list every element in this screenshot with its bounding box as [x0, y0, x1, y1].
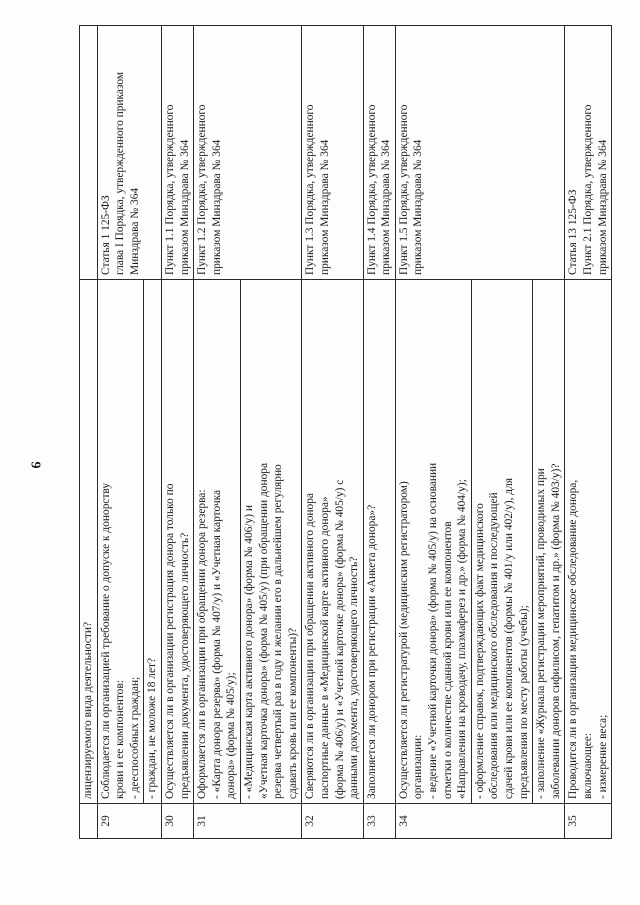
- requirement-text: [471, 280, 532, 804]
- requirement-text: [395, 280, 471, 804]
- text-line: Пункт 1.1 Порядка, утвержденного: [163, 104, 176, 275]
- requirement-text: [302, 280, 363, 804]
- text-line: паспортные данные в «Медицинской карте активного донора»: [318, 496, 331, 799]
- text-line: включающее:: [582, 732, 594, 799]
- text-line: Статья 13 125-ФЗ: [567, 189, 580, 275]
- text-line: Минздрава № 364: [128, 187, 141, 275]
- table-row: [161, 26, 193, 839]
- text-line: данными документа, удостоверяющего личность?: [348, 556, 361, 799]
- text-line: приказом Минздрава № 364: [380, 139, 393, 275]
- text-line: - граждан, не моложе 18 лет?: [146, 657, 159, 799]
- legal-reference: [565, 26, 612, 280]
- text-line: - оформление справок, подтверждающих факт медицинского: [473, 503, 486, 799]
- row-number: 33: [363, 804, 395, 839]
- text-line: крови и ее компонентов:: [114, 680, 127, 799]
- text-line: предъявления по месту работы (учебы);: [517, 605, 530, 799]
- text-line: сдавать кровь или ее компоненты)?: [286, 627, 299, 799]
- row-number: 29: [97, 804, 161, 839]
- legal-reference: [161, 26, 193, 280]
- text-line: Пункт 2.1 Порядка, утвержденного: [582, 104, 594, 275]
- legal-reference: [395, 26, 565, 280]
- row-number: 35: [565, 804, 612, 839]
- requirement-text: [144, 280, 162, 804]
- table-row: [97, 26, 144, 839]
- text-line: предъявлении документа, удостоверяющего личность?: [178, 532, 191, 799]
- table-row: [194, 26, 241, 839]
- text-line: Пункт 1.2 Порядка, утвержденного: [196, 104, 209, 275]
- text-line: - дееспособных граждан;: [128, 676, 141, 799]
- text-line: - заполнение «Журнала регистрации мероприятий, проводимых при: [535, 468, 548, 799]
- checklist-table: [79, 25, 612, 839]
- legal-reference: [194, 26, 302, 280]
- page-number: 9: [27, 461, 43, 469]
- text-line: «Направления на кроводачу, плазмаферез и др.» (форма № 404/у);: [456, 479, 469, 799]
- text-line: приказом Минздрава № 364: [412, 139, 425, 275]
- text-line: обследования или медицинского обследования и последующей: [488, 492, 501, 799]
- text-line: донора» (форма № 405/у);: [225, 672, 238, 799]
- legal-reference: [80, 26, 98, 280]
- row-number: [80, 804, 98, 839]
- requirement-text: [80, 280, 98, 804]
- requirement-text: [161, 280, 193, 804]
- requirement-text: [533, 280, 565, 804]
- text-line: Пункт 1.4 Порядка, утвержденного: [365, 104, 378, 275]
- text-line: Проводится ли в организации медицинское обследование донора,: [567, 479, 580, 799]
- row-number: 31: [194, 804, 302, 839]
- text-line: Сверяются ли в организации при обращении активного донора: [304, 493, 317, 799]
- table-row: [565, 26, 612, 839]
- text-line: приказом Минздрава № 364: [178, 139, 191, 275]
- text-line: приказом Минздрава № 364: [318, 139, 331, 275]
- text-line: Осуществляется ли регистратурой (медицинским регистратором): [397, 481, 410, 799]
- text-line: сдачей крови или ее компонентов (формы № 401/у или 402/у), для: [503, 477, 516, 799]
- table-row: [395, 26, 471, 839]
- text-line: Пункт 1.3 Порядка, утвержденного: [304, 104, 317, 275]
- text-line: - «Медицинская карта активного донора» (форма № 406/у) и: [242, 505, 255, 799]
- text-line: лицензируемого вида деятельности?: [82, 621, 94, 799]
- table-row: [80, 26, 98, 839]
- text-line: - измерение веса;: [596, 714, 609, 799]
- legal-reference: [363, 26, 395, 280]
- row-number: 32: [302, 804, 363, 839]
- text-line: отметки о количестве сданной крови или ее компонентов: [441, 521, 454, 799]
- text-line: Оформляется ли в организации при обращении донора резерва:: [196, 489, 209, 799]
- text-line: заболевании доноров сифилисом, гепатитом и др.» (форма № 403/у)?: [549, 463, 562, 799]
- text-line: (форма № 406/у) и «Учетной карточке донора» (форма № 405/у) с: [333, 479, 346, 799]
- text-line: «Учетная карточка донора» (форма № 405/у) (при обращении донора: [257, 462, 270, 799]
- table-row: [302, 26, 363, 839]
- text-line: Пункт 1.5 Порядка, утвержденного: [397, 104, 410, 275]
- row-number: 30: [161, 804, 193, 839]
- legal-reference: [302, 26, 363, 280]
- requirement-text: [240, 280, 301, 804]
- text-line: приказом Минздрава № 364: [210, 139, 223, 275]
- requirement-text: [565, 280, 612, 804]
- text-line: Осуществляется ли в организации регистрация донора только по: [163, 483, 176, 799]
- text-line: глава I Порядка, утвержденного приказом: [114, 71, 127, 275]
- text-line: Заполняется ли донором при регистрации «Анкета донора»?: [365, 504, 378, 799]
- text-line: резерва четвертый раз в году и желании его в дальнейшем регулярно: [272, 464, 285, 799]
- requirement-text: [363, 280, 395, 804]
- requirement-text: [194, 280, 241, 804]
- legal-reference: [97, 26, 161, 280]
- text-line: Соблюдается ли организацией требование о допуске к донорству: [99, 482, 112, 799]
- row-number: 34: [395, 804, 565, 839]
- checklist-table-rotated: [79, 25, 609, 839]
- table-row: [363, 26, 395, 839]
- text-line: организации:: [412, 734, 425, 799]
- text-line: - ведение «Учетной карточки донора» (форма № 405/у) на основании: [427, 462, 440, 799]
- text-line: Статья 1 125-ФЗ: [99, 195, 112, 275]
- text-line: приказом Минздрава № 364: [596, 139, 609, 275]
- requirement-text: [97, 280, 144, 804]
- text-line: - «Карта донора резерва» (форма № 407/у) и «Учетная карточка: [210, 489, 223, 799]
